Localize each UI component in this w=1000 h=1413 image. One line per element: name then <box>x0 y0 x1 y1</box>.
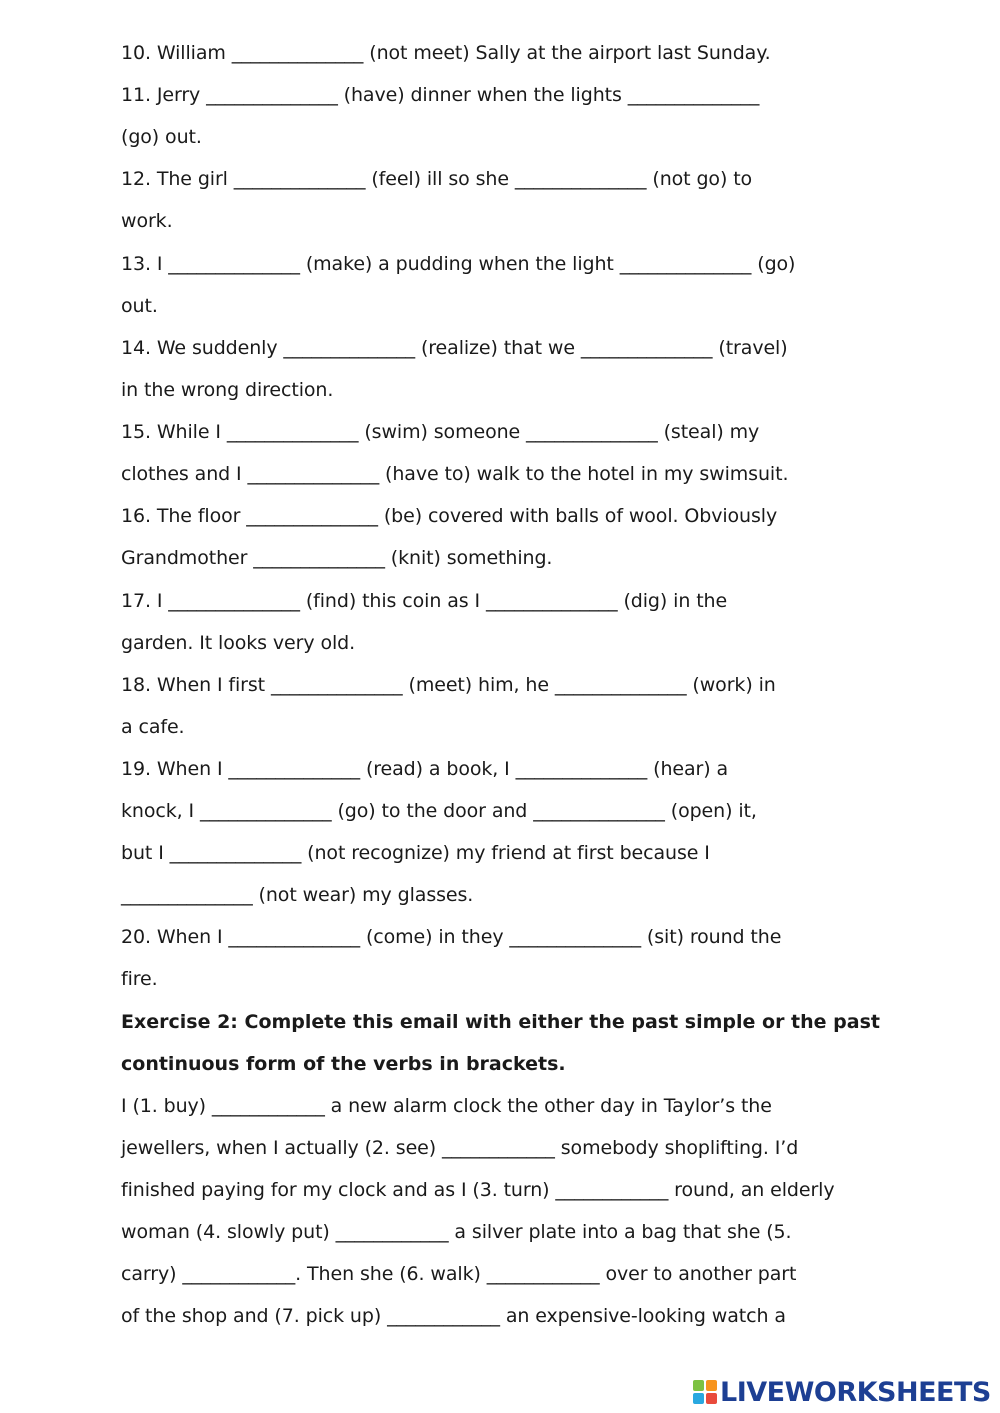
line-q12: 12. The girl ______________ (feel) ill so she ______________ (not go) to <box>121 168 753 190</box>
line-q19: 19. When I ______________ (read) a book, I ______________ (hear) a <box>121 758 729 780</box>
email-line: I (1. buy) ____________ a new alarm clock the other day in Taylor’s the <box>121 1095 772 1117</box>
line-q13-cont: out. <box>121 295 158 317</box>
line-q19-cont-1: knock, I ______________ (go) to the door and ______________ (open) it, <box>121 800 757 822</box>
line-q17: 17. I ______________ (find) this coin as I ______________ (dig) in the <box>121 590 728 612</box>
line-q16-cont: Grandmother ______________ (knit) something. <box>121 547 553 569</box>
exercise2-heading-line-1: Exercise 2: Complete this email with either the past simple or the past <box>121 1011 880 1033</box>
email-line: jewellers, when I actually (2. see) ____________ somebody shoplifting. I’d <box>121 1137 799 1159</box>
liveworksheets-logo <box>693 1377 991 1407</box>
liveworksheets-logo-text: LIVEWORKSHEETS <box>720 1376 991 1408</box>
line-q14: 14. We suddenly ______________ (realize) that we ______________ (travel) <box>121 337 788 359</box>
line-q11: 11. Jerry ______________ (have) dinner when the lights ______________ <box>121 84 760 106</box>
email-line: carry) ____________. Then she (6. walk) ____________ over to another part <box>121 1263 797 1285</box>
line-q12-cont: work. <box>121 210 173 232</box>
line-q19-cont-3: ______________ (not wear) my glasses. <box>121 884 474 906</box>
line-q16: 16. The floor ______________ (be) covered with balls of wool. Obviously <box>121 505 778 527</box>
liveworksheets-logo-icon <box>693 1380 717 1404</box>
email-line: finished paying for my clock and as I (3. turn) ____________ round, an elderly <box>121 1179 835 1201</box>
line-q20: 20. When I ______________ (come) in they ______________ (sit) round the <box>121 926 782 948</box>
line-q10: 10. William ______________ (not meet) Sally at the airport last Sunday. <box>121 42 771 64</box>
line-q11-cont: (go) out. <box>121 126 202 148</box>
line-q14-cont: in the wrong direction. <box>121 379 334 401</box>
line-q13: 13. I ______________ (make) a pudding when the light ______________ (go) <box>121 253 796 275</box>
line-q18-cont: a cafe. <box>121 716 185 738</box>
line-q20-cont: fire. <box>121 968 158 990</box>
line-q19-cont-2: but I ______________ (not recognize) my friend at first because I <box>121 842 710 864</box>
exercise2-heading-line-2: continuous form of the verbs in brackets. <box>121 1053 566 1075</box>
line-q17-cont: garden. It looks very old. <box>121 632 356 654</box>
email-line: of the shop and (7. pick up) ____________ an expensive-looking watch a <box>121 1305 786 1327</box>
line-q15-cont: clothes and I ______________ (have to) walk to the hotel in my swimsuit. <box>121 463 789 485</box>
line-q18: 18. When I first ______________ (meet) him, he ______________ (work) in <box>121 674 776 696</box>
email-line: woman (4. slowly put) ____________ a silver plate into a bag that she (5. <box>121 1221 792 1243</box>
line-q15: 15. While I ______________ (swim) someone ______________ (steal) my <box>121 421 760 443</box>
